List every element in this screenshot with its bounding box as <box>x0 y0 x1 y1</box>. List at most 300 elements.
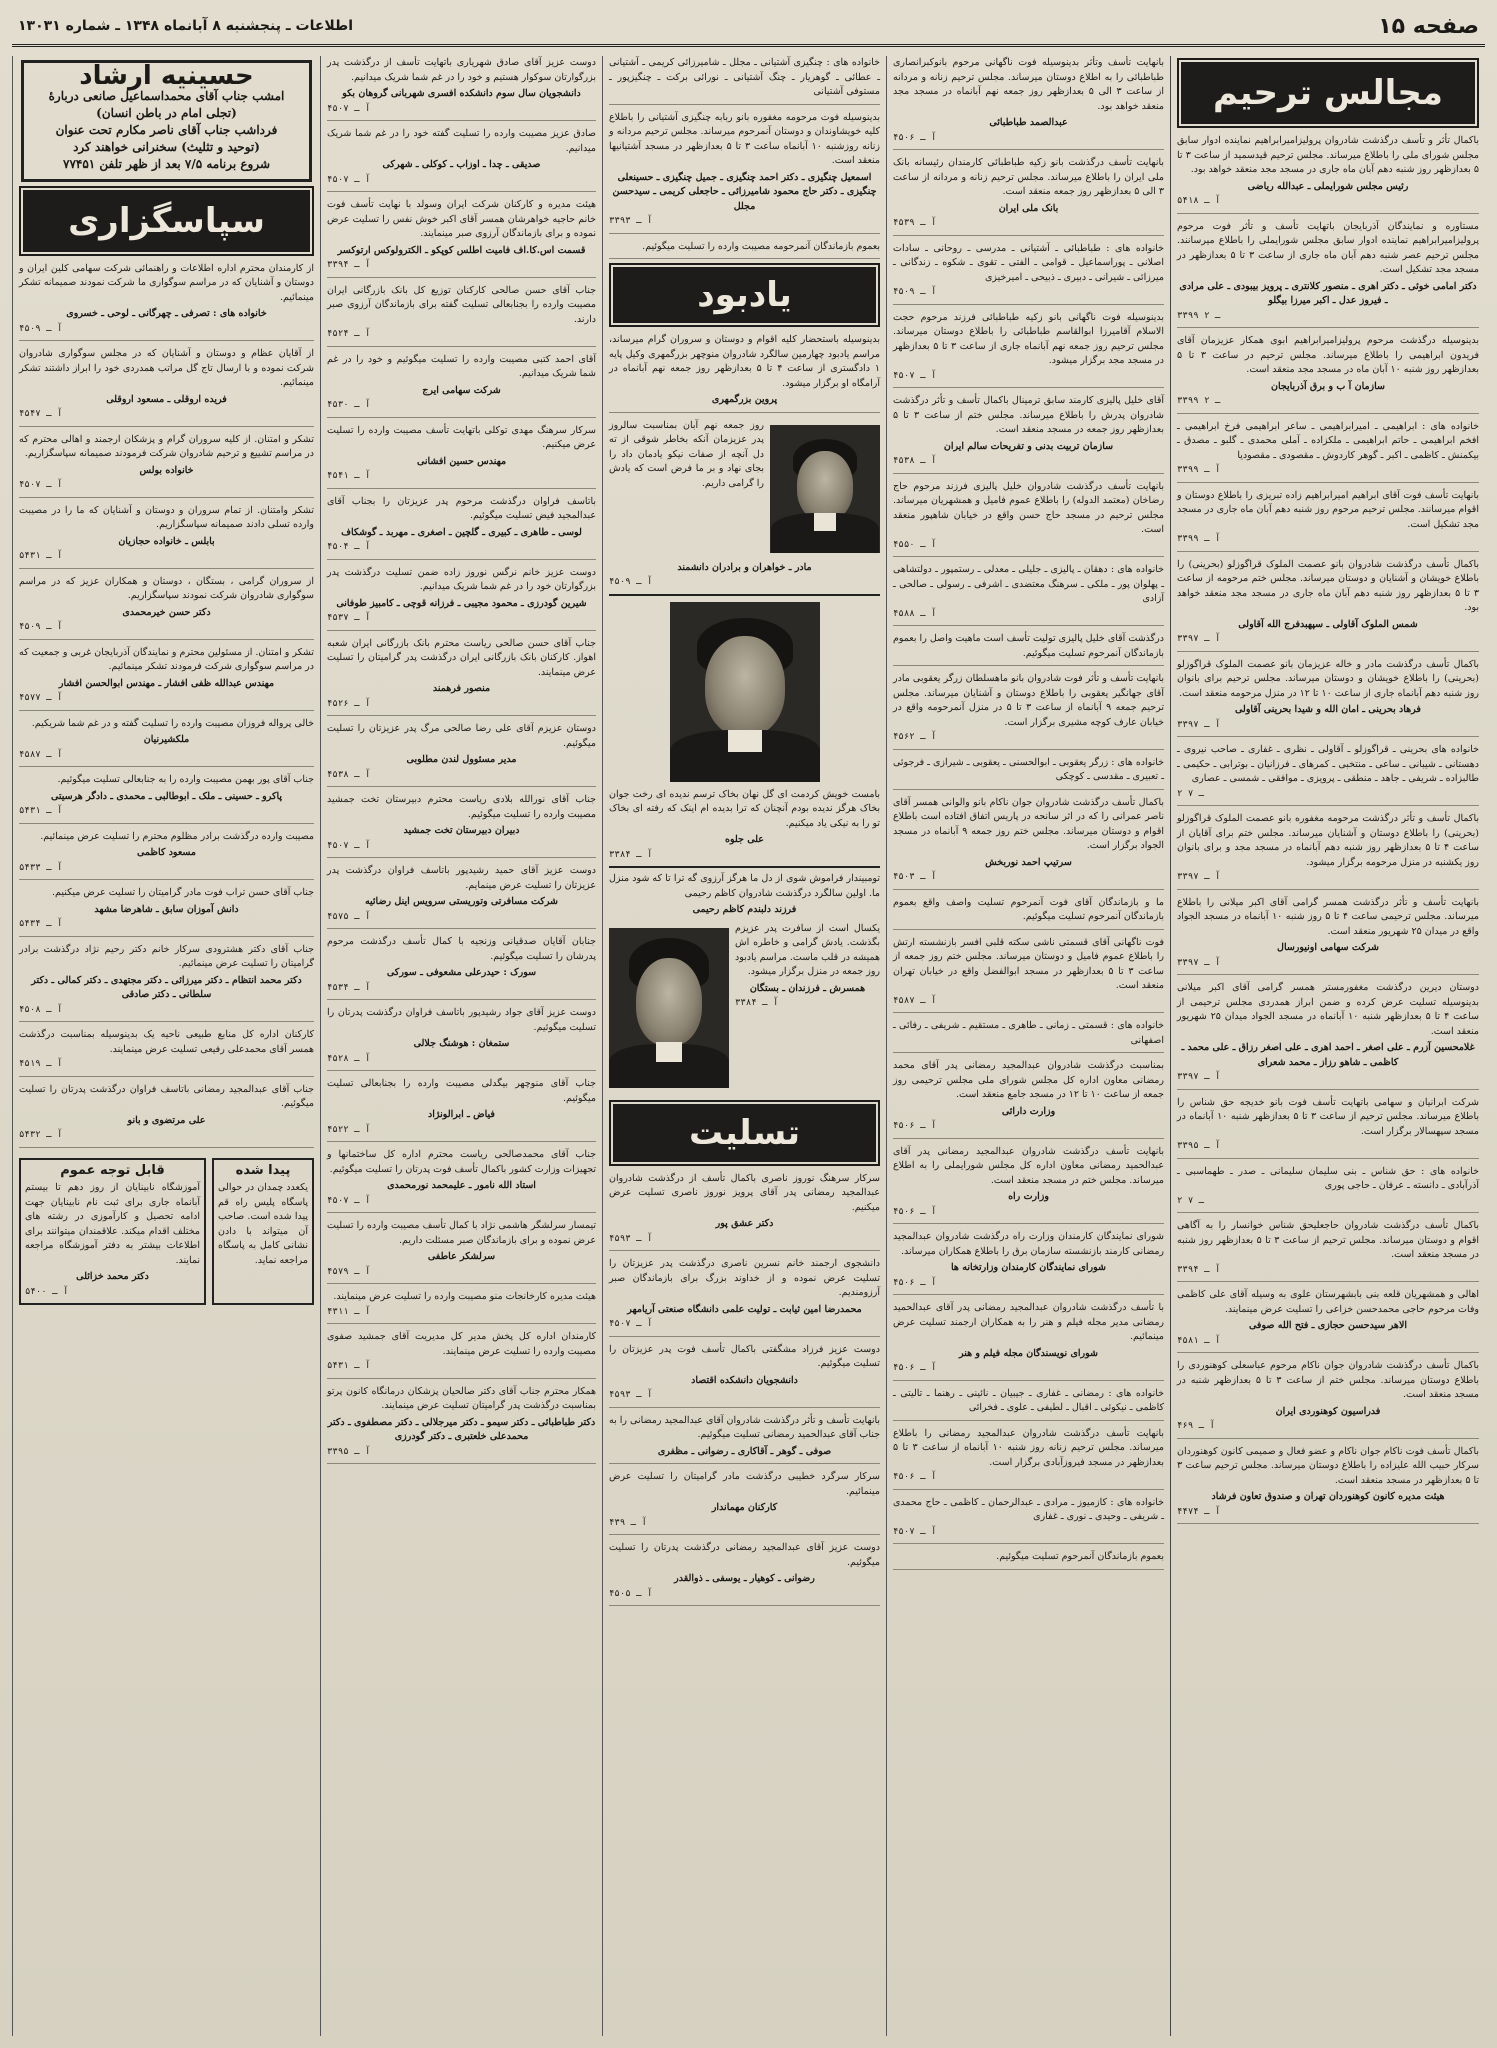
notice-text: باکمال تأسف درگذشت شادروان جوان ناکام مرحوم عباسعلی کوهنوردی را باطلاع دوستان میرساند. مجلس ختم از ساعت ۳ تا ۵ بعدازظهر شنبه در مسجد منعقد است. <box>1177 1360 1479 1400</box>
notice-item <box>1177 1445 1479 1525</box>
notice-text: سرکار سرهنگ نوروز ناصری باکمال تأسف از درگذشت شادروان عبدالمجید رمضانی پدر آقای پرویز نوروز ناصری تسلیت عرض میکنیم. <box>609 1172 880 1213</box>
notice-text: دوستان عزیزم آقای علی رضا صالحی مرگ پدر عزیزتان را تسلیت میگوئیم. <box>327 723 596 749</box>
notice-text: جناب آقای حسن تراب فوت مادر گرامیتان را تسلیت عرض میکنیم. <box>52 887 314 898</box>
notice-text: ما و بازماندگان آقای فوت آنمرحوم تسلیت واصف واقع بعموم بازماندگان آنمرحوم تسلیت میگوئیم. <box>893 896 1164 922</box>
notice-code: آ ـ ۵۴۳۱ <box>19 551 63 561</box>
issue-info: اطلاعات ـ پنجشنبه ۸ آبانماه ۱۳۴۸ ـ شماره ۱۳۰۳۱ <box>18 18 353 34</box>
notice-item <box>327 56 596 121</box>
notice-text: جنابان آقایان صدقیانی وزنجیه با کمال تأسف درگذشت مرحوم پدرشان را تسلیت میگوئیم. <box>327 936 596 962</box>
notice-text: بانهایت تأسف و تأثر درگذشت همسر گرامی آقای اکبر میلانی را باطلاع میرساند. مجلس ترحیمی ساعت ۴ تا ۵ روز شنبه ۱۰ آبانماه در مسجد الجواد واقع در میدان ۲۵ شهریور منعقد است. <box>1177 896 1480 937</box>
notice-code: آ ـ ۳۳۹۹ <box>1177 534 1221 544</box>
notice-item <box>893 1059 1164 1139</box>
notice-item <box>327 424 596 489</box>
notice-signature: دکتر طباطبائی ـ دکتر سیمو ـ دکتر میرجلالی ـ دکتر مصطفوی ـ دکتر محمدعلی خلعتبری ـ دکتر گودرزی <box>327 1416 596 1442</box>
notice-code: آ ـ ۴۳۱۱ <box>327 1306 371 1317</box>
notice-signature: بابلس ـ خانواده حجازیان <box>118 535 215 547</box>
notice-text: جناب آقای محمدصالحی ریاست محترم اداره کل ساختمانها و تجهیزات وزارت کشور باکمال تأسف فوت پدرتان را تسلیت میگوئیم. <box>327 1149 596 1175</box>
notice-item <box>609 1470 880 1535</box>
notice-text: تشکر و امتنان. از مسئولین محترم و نمایندگان آذربایجان غربی و جمعیت که در مراسم سوگواری شرکت فرمودند تشکر مینمائیم. <box>19 646 314 672</box>
notice-item <box>1177 134 1479 214</box>
notice-item <box>327 1219 596 1284</box>
notice-text: جناب آقای دکتر هشترودی سرکار خانم دکتر رحیم نژاد درگذشت برادر گرامیتان را تسلیت عرض مینمائیم. <box>19 943 314 969</box>
notice-signature: شرکت مسافرتی وتوریستی سرویس اینل رضائیه <box>364 896 559 907</box>
notice-text: بانهایت تأسف و تأثر درگذشت شادروان آقای عبدالمجید رمضانی را به جناب آقای عبدالحمید رمضانی تسلیت میگوئیم. <box>609 1414 880 1440</box>
notice-text: دوست عزیز آقای صادق شهریاری باتهایت تأسف از درگذشت پدر بزرگوارتان سوکوار هستیم و خود را در غم شما شریک میدانیم. <box>327 57 596 83</box>
notice-code: آ ـ ۴۵۰۹ <box>19 323 63 334</box>
notice-item <box>19 646 314 711</box>
notice-text: بعموم بازماندگان آنمرحومه مصیبت وارده را تسلیت میگوئیم. <box>642 240 880 252</box>
notice-text: جناب آقای پور بهمن مصیبت وارده را به جنابعالی تسلیت میگوئیم. <box>57 774 314 785</box>
notice-signature: لوسی ـ طاهری ـ کبیری ـ گلچین ـ اصغری ـ مهربد ـ گوشکاف <box>341 526 582 538</box>
notice-code: آ ـ ۴۵۶۲ <box>893 732 937 742</box>
notice-item <box>609 1541 880 1606</box>
notice-code: آ ـ ۴۵۸۱ <box>1177 1335 1221 1346</box>
notice-text: کارمندان اداره کل پخش مدیر کل مدیریت آقای جمشید صفوی مصیبت وارده را تسلیت عرض مینمایند. <box>327 1331 596 1357</box>
banner-thanks: سپاسگزاری <box>23 190 310 252</box>
notice-item <box>19 347 314 427</box>
notice-item <box>893 632 1164 666</box>
notice-item <box>893 936 1164 1014</box>
notice-text: تشکر و امتنان. از کلیه سروران گرام و پزشکان ارجمند و اهالی محترم که در مراسم تشییع و ترحیم شادروان شرکت فرمودند صمیمانه سپاسگزاریم. <box>19 433 314 459</box>
notice-code: آ ـ ۵۴۳۴ <box>19 919 63 929</box>
notice-item <box>327 1290 596 1324</box>
notice-signature: مهندس عبدالله ظفی افشار ـ مهندس ابوالحسن افشار <box>58 677 275 689</box>
notice-text: هیئت مدیره کارخانجات منو مصیبت وارده را تسلیت عرض مینمایند. <box>333 1291 596 1302</box>
notice-signature: کارکنان مهماندار <box>711 1502 778 1513</box>
notice-code: آ ـ ۴۵۰۷ <box>327 840 371 851</box>
notice-code: آ ـ ۴۵۷۹ <box>327 1266 371 1277</box>
notice-item <box>327 637 596 717</box>
notice-code: آ ـ ۴۵۰۷ <box>327 174 371 185</box>
notice-code: آ ـ ۴۵۰۴ <box>327 542 371 552</box>
notice-text: خانواده های : دهقان ـ پالیزی ـ جلیلی ـ معدلی ـ رستمپور ـ دولتشاهی ـ پهلوان پور ـ ملکی ـ سرهنگ معتضدی ـ اشرفی ـ رسولی ـ صالحی ـ آزادی <box>893 564 1164 604</box>
notice-code: آ ـ ۴۵۹۳ <box>609 1390 653 1400</box>
hosseiniye-ershad-box: حسینیه ارشاد امشب جناب آقای محمداسماعیل صانعی دربارۀ (تجلی امام در باطن انسان) فرداشب جناب آقای ناصر مکارم تحت عنوان (توحید و تثلیث) سخنرانی خواهند کرد شروع برنامه ۷/۵ بعد از ظهر تلفن ۷۷۴۵۱ <box>21 60 312 182</box>
notice-signature: علی مرتضوی و بانو <box>127 1114 206 1126</box>
notice-signature: دانشجویان دانشکده اقتصاد <box>691 1374 798 1386</box>
notice-text: خانواده های : زرگر یعقوبی ـ ابوالحسنی ـ یعقوبی ـ شیرازی ـ فرجوئی ـ تعبیری ـ مقدسی ـ کوچکی <box>893 756 1164 782</box>
notice-signature: مسعود کاظمی <box>137 847 196 858</box>
notice-text: دوست عزیز آقای عبدالمجید رمضانی درگذشت پدرتان را تسلیت میگوئیم. <box>609 1542 880 1568</box>
notice-text: باکمال تأسف درگذشت مادر و خاله عزیزمان بانو عصمت الملوک قراگوزلو (بحرینی) را باطلاع خویشان و دوستان میرساند. مجلس ترحیم برای بانوان روز شنبه دهم آبانماه جاری از ساعت ۱۰ تا ۱۲ در منزل مرحومه منعقد است. <box>1177 658 1479 699</box>
notice-signature: الاهر سیدحسن حجازی ـ فتح الله صوفی <box>1249 1320 1407 1331</box>
notice-item <box>1177 1359 1479 1439</box>
notice-item <box>19 717 314 768</box>
notice-text: بعموم بازماندگان آنمرحوم تسلیت میگوئیم. <box>996 1551 1164 1562</box>
notice-text: خانواده های بحرینی ـ قراگوزلو ـ آقاولی ـ نظری ـ غفاری ـ صاحب نیروی ـ دهستانی ـ شیبانی ـ ساعی ـ منتخبی ـ کمرهای ـ فرزانیان ـ بوترابی ـ حکیمی ـ طالبزاده ـ شریفی ـ جاهد ـ منطقی ـ پرویزی ـ موافقی ـ شمسی ـ عصاری <box>1177 744 1479 784</box>
notice-text: بانهایت تأسف درگذشت بانو زکیه طباطبائی کارمندان رئیسانه بانک ملی ایران را باطلاع میرساند. مجلس ترحیم زنانه و مردانه از ساعت ۳ الی ۵ بعدازظهر روز جمعه منعقد است. <box>893 157 1164 197</box>
notice-signature: عبدالصمد طباطبائی <box>989 117 1068 128</box>
notice-text: خانواده های : قسمتی ـ زمانی ـ طاهری ـ مستقیم ـ شریفی ـ رفائی ـ اصفهانی <box>893 1020 1164 1046</box>
notice-signature: خانواده های : تصرفی ـ چهرگانی ـ لوحی ـ خسروی <box>66 308 267 319</box>
notice-signature: استاد الله نامور ـ علیمحمد نورمحمدی <box>387 1180 536 1191</box>
notice-text: کارکنان اداره کل منابع طبیعی ناحیه یک بدینوسیله بمناسبت درگذشت همسر آقای محمدعلی رفیعی تسلیت عرض مینمایند. <box>19 1029 314 1055</box>
notice-code: ۳۳۹۹ ـ ۲ <box>1177 396 1221 406</box>
notice-code: آ ـ ۴۴۷۴ <box>1177 1506 1221 1517</box>
notice-text: خانواده های : حق شناس ـ بنی سلیمان سلیمانی ـ صدر ـ طهماسبی ـ آذرآبادی ـ دانسته ـ عرفان ـ حاجی پوری <box>1177 1165 1479 1191</box>
notice-item <box>19 262 314 342</box>
notice-item <box>893 394 1164 474</box>
notice-code: آ ـ ۴۵۰۶ <box>893 1277 937 1288</box>
notice-text: جناب آقای نورالله بلادی ریاست محترم دبیرستان تخت جمشید مصیبت وارده را تسلیت میگوئیم. <box>327 794 596 820</box>
notice-item <box>1177 812 1479 890</box>
notice-signature: سازمان تربیت بدنی و تفریحات سالم ایران <box>943 440 1114 452</box>
portrait-photo-1 <box>770 425 880 553</box>
notice-code: آ ـ ۴۵۸۷ <box>19 749 63 760</box>
notice-signature: خانواده بولس <box>139 464 194 476</box>
notice-signature: سرلشکر عاطفی <box>427 1251 496 1262</box>
notice-text: دوست عزیز خانم نرگس نوروز زاده ضمن تسلیت درگذشت پدر بزرگوارتان خود را در غم شما شریک میدانیم. <box>327 566 596 592</box>
notice-item <box>1177 896 1479 976</box>
found-notice: پیدا شده یکعدد چمدان در حوالی پاسگاه پلیس راه قم پیدا شده است. صاحب آن میتواند با دادن نشانی کامل به پاسگاه مراجعه نماید. <box>212 1158 314 1306</box>
notice-code: آ ـ ۴۵۰۷ <box>327 103 371 114</box>
notice-text: باکمال تأسف درگذشت شادروان جوان ناکام بانو والوانی همسر آقای ناصر عمرانی را که در اثر سانحه در پاریس اتفاق افتاده است باطلاع اقوام و دوستان میرساند. مجلس ختم روز جمعه ۹ آبانماه در مسجد الجواد برگزار است. <box>893 796 1164 851</box>
notice-code: آ ـ ۳۳۹۴ <box>327 260 371 270</box>
notice-text: تیمسار سرلشگر هاشمی نژاد با کمال تأسف مصیبت وارده را تسلیت عرض نموده و برای بازماندگان صبر مسئلت داریم. <box>327 1220 596 1246</box>
notice-item <box>893 1387 1164 1421</box>
notice-text: بانهایت تأسف و تأثر فوت شادروان بانو ماهسلطان زرگر یعقوبی مادر آقای جهانگیر یعقوبی را باطلاع دوستان و آشنایان میرساند. مجلس ترحیم جمعه ۹ آبانماه از ساعت ۳ تا ۵ در منزل آنمرحومه واقع در خیابان عارف کوچه مشیری برگزار است. <box>893 673 1164 728</box>
notice-item <box>19 773 314 824</box>
notice-item <box>19 575 314 640</box>
notice-text: دوست عزیز فرزاد مشگفتی باکمال تأسف فوت پدر عزیزتان را تسلیت میگوئیم. <box>609 1343 880 1369</box>
notice-signature: پاکرو ـ حسینی ـ ملک ـ ابوطالبی ـ محمدی ـ دادگر هرسیتی <box>50 790 283 802</box>
notice-text: خالی پرواله فروزان مصیبت وارده را تسلیت گفته و در غم شما شریکیم. <box>31 717 314 729</box>
notice-text: دانشجوی ارجمند خانم نسرین ناصری درگذشت پدر عزیزتان را تسلیت عرض نموده و از خداوند بزرگ برای بازماندگان صبر آرزومندیم. <box>609 1258 880 1298</box>
notice-text: سرکار سرگرد خطیبی درگذشت مادر گرامیتان را تسلیت عرض مینمائیم. <box>609 1471 880 1497</box>
notice-text: جناب آقای حسن صالحی ریاست محترم بانک بازرگانی ایران شعبه اهواز. کارکنان بانک بازرگانی ایران درگذشت پدر گرامیتان را تسلیت عرض مینمایند. <box>327 637 596 678</box>
notice-text: دوست عزیز آقای حمید رشیدپور باتاسف فراوان درگذشت پدر عزیزتان را تسلیت عرض مینمایم. <box>327 865 596 891</box>
notice-signature: مهندس حسین افشانی <box>416 455 507 467</box>
notice-item <box>1177 489 1479 552</box>
notice-code: آ ـ ۴۵۴۷ <box>19 409 63 419</box>
notice-signature: دکتر عشق پور <box>715 1218 774 1229</box>
notice-signature: دکتر امامی خوئی ـ دکتر اهری ـ منصور کلانتری ـ پرویز بیبودی ـ علی مرادی ـ فیروز عدل ـ اکبر میرزا بیگلو <box>1179 280 1477 306</box>
notice-text: فوت ناگهانی آقای قسمتی ناشی سکته قلبی افسر بازنشسته ارتش را باطلاع عموم فامیل و دوستان میرساند. مجلس ختم روز جمعه از ساعت ۳ تا ۵ بعدازظهر در مسجد ابوالفضل واقع در خیابان تهران منعقد است. <box>893 936 1165 991</box>
notice-code: آ ـ ۴۵۰۳ <box>893 872 937 882</box>
notice-item <box>1177 334 1479 414</box>
notice-code: آ ـ ۴۵۱۹ <box>19 1059 63 1069</box>
notice-code: آ ـ ۵۴۳۳ <box>19 862 63 873</box>
notice-signature: رئیس مجلس شورایملی ـ عبدالله ریاضی <box>1247 180 1409 192</box>
banner-condolence: تسلیت <box>613 1104 876 1162</box>
notice-item <box>609 240 880 260</box>
notice-code: آ ـ ۵۴۳۱ <box>19 806 63 816</box>
notice-item <box>19 1083 314 1148</box>
portrait-photo-2 <box>670 602 820 782</box>
banner-memorial: یادبود <box>613 267 876 323</box>
notice-item <box>327 1330 596 1379</box>
notice-item <box>327 1006 596 1071</box>
notice-code: آ ـ ۴۵۰۸ <box>19 1004 63 1015</box>
notice-item <box>1177 1288 1479 1353</box>
notice-text: با تأسف درگذشت شادروان عبدالمجید رمضانی پدر آقای عبدالحمید رمضانی مدیر مجله فیلم و هنر را به همکاران ارجمند تسلیت عرض مینمائیم. <box>893 1302 1164 1342</box>
notice-item <box>327 353 596 418</box>
notice-text: خانواده های : طباطبائی ـ آشتیانی ـ مدرسی ـ روحانی ـ سادات اصلانی ـ پوراسماعیل ـ قوامی ـ الفتی ـ تقوی ـ شکوه ـ زندگانی ـ میرزائی ـ شیرانی ـ دبیری ـ ذبیحی ـ امیرخیزی <box>893 242 1164 283</box>
notice-signature: صدیقی ـ چدا ـ اوزاب ـ کوکلی ـ شهرکی <box>382 159 541 170</box>
memorial-notice: بدینوسیله باستحضار کلیه اقوام و دوستان و سروران گرام میرساند، مراسم یادبود چهارمین سالگرد شادروان منوچهر بزرگمهری وکیل پایه ۱ دادگستری از ساعت ۴ تا ۵ بعدازظهر روز جمعه نهم آبانماه در آرامگاه او برگزار میشود. پروین بزرگمهری <box>609 333 880 413</box>
notice-text: خانواده های : ابراهیمی ـ امیرابراهیمی ـ ساعر ابراهیمی فرخ ابراهیمی ـ افخم ابراهیمی ـ حاتم ابراهیمی ـ ملکزاده ـ آملی محمدی ـ گلبو ـ مصدق ـ بیکمنش ـ کاظمی ـ اکبر ـ گوهر کاردوش ـ مقصودی ـ مقصودیا <box>1177 420 1479 461</box>
notice-text: مستاوره و نمایندگان آذربایجان باتهایت تأسف و تأثر فوت مرحوم پرولیزامیرابراهیم نماینده ادوار سابق مجلس شورایملی را باطلاع میرسانند. مجلس ترحیم عصر شنبه دهم آبان ماه جاری از ساعت ۳ تا ۵ بعدازظهر در مسجد مجد تشکیل است. <box>1177 220 1480 275</box>
notice-code: آ ـ ۴۵۳۹ <box>893 218 937 228</box>
notice-text: آقای احمد کتبی مصیبت وارده را تسلیت میگوئیم و خود را در غم شما شریک میدانیم. <box>327 353 596 379</box>
notice-text: بانهایت تأسف درگذشت شادروان خلیل پالیزی فرزند مرحوم حاج رضاخان (معتمد الدوله) را باطلاع عموم فامیل و همشهریان میرساند. مجلس ترحیم در مسجد حاج حسن واقع در خیابان شاهپور منعقد است. <box>893 480 1164 535</box>
notice-code: آ ـ ۳۳۹۷ <box>1177 957 1221 968</box>
notice-code: آ ـ ۴۵۰۷ <box>327 1195 371 1206</box>
notice-item <box>893 311 1164 389</box>
notice-item <box>893 480 1164 558</box>
notice-signature: ملکشیرنیان <box>143 734 190 745</box>
notice-signature: شرکت سهامی اونیورسال <box>1277 942 1379 953</box>
notice-text: دوستان دیرین درگذشت مغفورمستر همسر گرامی آقای اکبر میلانی بدینوسیله تسلیت عرض کرده و ضمن ابراز همدردی مجلس ترحیمی از ساعت ۴ تا ۵ بعدازظهر شنبه ۱۰ آبانماه در مسجد الجواد میدان ۲۵ شهریور منعقد است. <box>1177 982 1480 1037</box>
notice-item <box>893 756 1164 790</box>
notice-code: آ ـ ۴۵۹۳ <box>609 1233 653 1244</box>
notice-item <box>19 433 314 498</box>
notice-item <box>327 566 596 631</box>
notice-text: تشکر وامتنان. از تمام سروران و دوستان و آشنایان که ما را در مصیبت وارده تسلی دادند صمیمانه سپاسگزاریم. <box>19 504 314 530</box>
notice-text: بانهایت تأسف درگذشت شادروان عبدالمجید رمضانی پدر آقای عبدالحمید رمضانی معاون اداره کل مجلس شورایملی را به اطلاع میرساند. مجلس ختم در مسجد منعقد است. <box>893 1145 1164 1186</box>
notice-code: آ ـ ۳۳۹۷ <box>1177 872 1221 882</box>
notice-signature: سرتیپ احمد نوربخش <box>985 856 1072 868</box>
notice-signature: رضوانی ـ کوهیار ـ یوسفی ـ ذوالقدر <box>674 1573 815 1584</box>
notice-text: باتاسف فراوان درگذشت مرحوم پدر عزیزتان را بجناب آقای عبدالمجید فیض تسلیت میگوئیم. <box>327 495 596 521</box>
notice-code: آ ـ ۴۵۳۴ <box>327 982 371 993</box>
notice-code: آ ـ ۴۵۰۶ <box>893 1121 937 1131</box>
notice-item <box>893 242 1164 305</box>
notice-code: آ ـ ۴۳۹ <box>609 1517 647 1528</box>
notice-code: آ ـ ۴۵۰۷ <box>893 370 937 381</box>
notice-code: آ ـ ۳۳۹۳ <box>609 216 653 226</box>
notice-signature: سازمان آ ب و برق آذربایجان <box>1270 380 1385 392</box>
notice-code: آ ـ ۴۵۸۸ <box>893 608 937 619</box>
notice-code: آ ـ ۴۵۸۷ <box>893 995 937 1006</box>
notice-signature: وزارت راه <box>1008 1191 1049 1202</box>
notice-item <box>893 796 1164 890</box>
notice-text: آقای خلیل پالیزی کارمند سابق ترمینال باکمال تأسف و تأثر درگذشت شادروان پدرش را باطلاع میرساند. مجلس ختم از ساعت ۳ تا ۵ بعدازظهر روز جمعه در مسجد منعقد است. <box>893 395 1164 435</box>
notice-item <box>19 886 314 937</box>
notice-signature: شیرین گودرزی ـ محمود مجیبی ـ فرزانه قوچی ـ کامبیز طوفانی <box>336 597 587 609</box>
notice-code: آ ـ ۳۳۹۵ <box>327 1446 371 1457</box>
notice-code: آ ـ ۴۵۲۲ <box>327 1124 371 1135</box>
notice-text: سرکار سرهنگ مهدی توکلی باتهایت تأسف مصیبت وارده را تسلیت عرض میکنیم. <box>327 424 596 450</box>
masthead <box>12 8 1485 47</box>
notice-code: آ ـ ۵۴۳۲ <box>19 1130 63 1140</box>
notice-text: باکمال تأسف و تأثر درگذشت مرحومه مغفوره بانو عصمت الملوک قراگوزلو (بحرینی) را باطلاع دوستان و آشنایان میرساند. مجلس ختم برای آقایان از ساعت ۴ تا ۵ بعدازظهر روز شنبه دهم آبانماه در مسجد مجد و برای بانوان روز یکشنبه در منزل مرحومه برگزار میشود. <box>1177 813 1479 868</box>
notice-signature: وزارت دارائی <box>1001 1105 1056 1117</box>
notice-item <box>327 793 596 858</box>
notice-text: بانهایت تأسف وتأثر بدینوسیله فوت ناگهانی مرحوم بانوکبرانصاری طباطبائی را به اطلاع دوستان میرساند. مجلس ترحیم زنانه و مردانه از ساعت ۳ الی ۵ بعدازظهر روز جمعه نهم آبانماه در مسجد مجد منعقد خواهد بود. <box>893 57 1164 112</box>
column-memorial: خانواده های : چنگیزی آشتیانی ـ مجلل ـ شامیرزائی کریمی ـ آشتیانی ـ عطائی ـ گوهریار ـ چنگ آشتیانی ـ نورائی برکت ـ چنگیزپور ـ مستوفی آشتیانی بدینوسیله فوت مرحومه مغفوره بانو ربابه چنگیزی آشتیانی را باطلاع کلیه خویشاوندان و دوستان آنمرحوم میرساند. مجلس ترحیم مردانه و زنانه روزشنبه ۱۰ آبانماه ساعت ۳ تا ۵ بعدازظهر در مسجد آشتیانیها منعقد است. اسمعیل چنگیزی ـ دکتر احمد چنگیزی ـ جمیل چنگیزی ـ حسینعلی چنگیزی ـ دکتر حاج محمود شامیرزائی ـ حاجعلی کریمی ـ سیدحسن مجلل آ ـ ۳۳۹۳ بعموم بازماندگان آنمرحومه مصیبت وارده را تسلیت میگوئیم. یادبود بدینوسیله باستحضار کلیه اقوام و دوستان و سروران گرام میرساند، مراسم یادبود چهارمین سالگرد شادروان منوچهر بزرگمهری وکیل پایه ۱ دادگستری از ساعت ۴ تا ۵ بعدازظهر روز جمعه نهم آبانماه در آرامگاه او برگزار میشود. پروین بزرگمهری روز جمعه نهم آبان بمناسبت سالروز پدر عزیزمان آنکه بخاطر شوقی از ته دل آنچه از صفات نیکو یادمان داد را بجای نهاد و بر ما فرض است که یادش را گرامی داریم. مادر ـ خواهران و برادران دانشمند آ ـ ۴۵۰۹ بامست خویش کردمت ای گل نهان بخاک ترسم ندیده ای رخت جوان بخاک هرگز ندیده بودم آنچنان که ترا بدیده ام اینک که رفته ای بخاک تو را به نیکی یاد میکنیم. علی جلوه آ ـ ۳۳۸۴ تومبیندار فراموش شوی از دل ما هرگز آرزوی گه ترا تا که شود منزل ما. اولین سالگرد درگذشت شادروان کاظم رحیمی فرزند دلبندم کاظم رحیمی یکسال است از سافرت پدر عزیزم بگذشت. یادش گرامی و خاطره اش همیشه در قلب ماست. مراسم یادبود روز جمعه در منزل برگزار میشود. همسرش ـ فرزندان ـ بستگان آ ـ ۳۳۸۴ تسلیت سرکار سرهنگ نوروز ناصری باکمال تأسف از درگذشت شادروان عبدالمجید رمضانی پدر آقای پرویز نوروز ناصری تسلیت عرض میکنیم. دکتر عشق پور آ ـ ۴۵۹۳ دانشجوی ارجمند خانم نسرین ناصری درگذشت پدر عزیزتان را تسلیت عرض نموده و از خداوند بزرگ برای بازماندگان صبر آرزومندیم. محمدرضا امین ثیابت ـ تولیت علمی دانشگاه صنعتی آریامهر آ ـ ۴۵۰۷ دوست عزیز فرزاد مشگفتی باکمال تأسف فوت پدر عزیزتان را تسلیت میگوئیم. دانشجویان دانشکده اقتصاد آ ـ ۴۵۹۳ بانهایت تأسف و تأثر درگذشت شادروان آقای عبدالمجید رمضانی را به جناب آقای عبدالحمید رمضانی تسلیت میگوئیم. صوفی ـ گوهر ـ آقاکاری ـ رضوانی ـ مظفری سرکار سرگرد خطیبی درگذشت مادر گرامیتان را تسلیت عرض مینمائیم. کارکنان مهماندار آ ـ ۴۳۹ دوست عزیز آقای عبدالمجید رمضانی درگذشت پدرتان را تسلیت میگوئیم. رضوانی ـ کوهیار ـ یوسفی ـ ذوالقدر آ ـ ۴۵۰۵ <box>602 56 886 2036</box>
notice-text: جناب آقای منوچهر بیگدلی مصیبت وارده را بجنابعالی تسلیت میگوئیم. <box>327 1078 596 1104</box>
notice-code: آ ـ ۴۵۰۶ <box>893 132 937 143</box>
column-thanks <box>12 56 320 2036</box>
notice-signature: فریده اروقلی ـ مسعود اروقلی <box>106 393 227 405</box>
notice-signature: دکتر حسن خیرمحمدی <box>122 606 211 618</box>
notice-text: درگذشت آقای خلیل پالیزی تولیت تأسف است ماهیت واصل را بعموم بازماندگان آنمرحوم تسلیت میگوئیم. <box>893 633 1164 659</box>
notice-item <box>893 1427 1164 1490</box>
banner-mourning: مجالس ترحیم <box>1181 62 1475 124</box>
notice-signature: اسمعیل چنگیزی ـ دکتر احمد چنگیزی ـ جمیل چنگیزی ـ حسینعلی چنگیزی ـ دکتر حاج محمود شامیرزائی ـ حاجعلی کریمی ـ سیدحسن مجلل <box>612 171 877 212</box>
notice-text: جناب آقای عبدالمجید رمضانی باتاسف فراوان درگذشت پدرتان را تسلیت میگوئیم. <box>19 1083 314 1109</box>
notice-item <box>609 111 880 234</box>
notice-item <box>1177 220 1479 329</box>
notice-item <box>327 1148 596 1213</box>
notice-item <box>1177 1219 1479 1282</box>
notice-code: آ ـ ۴۵۲۸ <box>327 1053 371 1064</box>
notice-item <box>327 722 596 787</box>
notice-code: آ ـ ۴۵۰۹ <box>893 287 937 297</box>
notice-code: آ ـ ۳۳۹۷ <box>1177 1072 1221 1082</box>
notice-code: آ ـ ۳۳۹۵ <box>1177 1141 1221 1151</box>
notice-text: بانهایت تأسف فوت آقای ابراهیم امیرابراهیم زاده تبریزی را باطلاع دوستان و اقوام میرسانند. مجلس ترحیم مرحوم روز شنبه دهم آبان ماه جاری در مسجد مجد تشکیل است. <box>1177 489 1479 530</box>
notice-text: شرکت ابرانیان و سهامی باتهایت تأسف فوت بانو خدیجه حق شناس را باطلاع میرساند. مجلس ترحیم از ساعت ۳ تا ۵ بعدازظهر شنبه ۱۰ آبانماه در مسجد سپهسالار برگزار است. <box>1177 1096 1479 1137</box>
notice-text: مصیبت وارده درگذشت برادر مظلوم محترم را تسلیت عرض مینمائیم. <box>40 830 314 842</box>
notice-signature: قسمت اس.کا.اف فامیت اطلس کوپکو ـ الکترولوکس ارتوکسر <box>337 244 586 256</box>
notice-item <box>893 1496 1164 1545</box>
public-notice: قابل توجه عموم آموزشگاه نابینایان از روز دهم تا بیستم آبانماه جاری برای ثبت نام نابینایان جهت ادامه تحصیل و کارآموزی در رشته های مختلف اقدام میکند. علاقمندان میتوانند برای اطلاعات بیشتر به دفتر آموزشگاه مراجعه نمایند. دکتر محمد خزائلی آ ـ ۵۴۰۰ <box>19 1158 206 1306</box>
notice-text: باکمال تأسف درگذشت شادروان حاجعلیحق شناس خوانسار را به آگاهی اقوام و دوستان میرساند. مجلس ترحیم از ساعت ۳ تا ۵ بعدازظهر روز شنبه در مسجد منعقد است. <box>1177 1220 1479 1260</box>
notice-code: آ ـ ۴۵۰۷ <box>893 1526 937 1537</box>
notice-signature: بانک ملی ایران <box>998 202 1059 214</box>
notice-signature: فرهاد بحرینی ـ امان الله و شیدا بحرینی آقاولی <box>1235 704 1421 715</box>
notice-item <box>893 896 1164 930</box>
notice-signature: دکتر محمد انتظام ـ دکتر میرزائی ـ دکتر مجتهدی ـ دکتر کمالی ـ دکتر سلطانی ـ دکتر صادقی <box>31 974 302 1000</box>
notice-item <box>609 1414 880 1465</box>
notice-signature: صوفی ـ گوهر ـ آقاکاری ـ رضوانی ـ مظفری <box>657 1445 832 1457</box>
notice-item <box>1177 1165 1479 1214</box>
notice-code: آ ـ ۵۴۳۱ <box>327 1361 371 1371</box>
notice-text: بمناسبت درگذشت شادروان عبدالمجید رمضانی پدر آقای محمد رمضانی معاون اداره کل مجلس شورای ملی مجلس ترحیمی روز جمعه از ساعت ۱۰ تا ۱۲ در مسجد جامع منعقد است. <box>893 1060 1164 1100</box>
notice-text: بدینوسیله فوت مرحومه مغفوره بانو ربابه چنگیزی آشتیانی را باطلاع کلیه خویشاوندان و دوستان آنمرحوم میرساند. مجلس ترحیم مردانه و زنانه روزشنبه ۱۰ آبانماه ساعت ۳ تا ۵ بعدازظهر در مسجد آشتیانیها منعقد است. <box>609 111 881 166</box>
notice-item <box>609 1343 880 1408</box>
notice-item <box>1177 420 1479 483</box>
notice-code: آ ـ ۴۵۴۱ <box>327 471 371 481</box>
notice-text: از کارمندان محترم اداره اطلاعات و راهنمائی شرکت سهامی کلین ایران و دوستان و آشنایان که در مراسم سوگواری ما شرکت نمودند صمیمانه تشکر مینمائیم. <box>19 262 314 303</box>
notice-text: صادق عزیز مصیبت وارده را تسلیت گفته خود را در غم شما شریک میدانیم. <box>327 128 596 154</box>
notice-signature: غلامحسین آزرم ـ علی اصغر ـ احمد اهری ـ علی اصغر رزاق ـ علی محمد ـ کاظمی ـ شاهو رزاز ـ محمد شعرای <box>1181 1042 1475 1068</box>
portrait-photo-3 <box>609 928 729 1088</box>
notice-code: آ ـ ۳۳۹۷ <box>1177 634 1221 644</box>
notice-item <box>893 56 1164 150</box>
notice-signature: محمدرضا امین ثیابت ـ تولیت علمی دانشگاه صنعتی آریامهر <box>627 1303 862 1315</box>
notice-item <box>893 563 1164 626</box>
notice-signature: فدراسیون کوهنوردی ایران <box>1275 1405 1381 1417</box>
notice-item <box>609 56 880 105</box>
notice-signature: شورای نویسندگان مجله فیلم و هنر <box>958 1347 1099 1359</box>
notice-item <box>1177 1096 1479 1159</box>
notice-code: آ ـ ۴۵۰۶ <box>893 1472 937 1482</box>
notice-code: آ ـ ۴۵۰۶ <box>893 1206 937 1217</box>
notice-code: ۲ ـ ۷ <box>1177 788 1205 799</box>
notice-signature: سورک : حیدرعلی مشعوفی ـ سورکی <box>386 967 537 978</box>
notice-code: آ ـ ۴۵۰۹ <box>19 622 63 632</box>
notice-code: آ ـ ۴۵۰۷ <box>19 480 63 490</box>
notice-text: اهالی و همشهریان قلعه بنی بابشهرستان علوی به وسیله آقای علی کاظمی وفات مرحوم حاجی محمدحسن خزاعی را تسلیت عرض مینمایند. <box>1177 1289 1479 1315</box>
notice-code: آ ـ ۳۳۹۷ <box>1177 719 1221 730</box>
notice-code: آ ـ ۴۵۵۰ <box>893 539 937 550</box>
notice-text: شورای نمایندگان کارمندان وزارت راه درگذشت شادروان عبدالمجید رمضانی کارمند بازنشسته سازمان برق را باطلاع همکاران میرساند. <box>893 1231 1164 1257</box>
notice-code: آ ـ ۵۴۱۸ <box>1177 196 1221 206</box>
notice-signature: مدیر مسئوول لندن مطلوبی <box>406 754 517 765</box>
notice-code: آ ـ ۴۶۹ <box>1177 1421 1215 1431</box>
column-mourning <box>1170 56 1485 2036</box>
notice-signature: هیئت مدیره کانون کوهنوردان تهران و صندوق تعاون فرشاد <box>1211 1491 1445 1502</box>
notice-signature: منصور فرهمند <box>432 683 491 694</box>
notice-signature: دانش آموزان سابق ـ شاهرضا مشهد <box>94 903 239 915</box>
notice-signature: فیاض ـ ابرالونژاد <box>428 1109 495 1120</box>
notice-item <box>327 495 596 560</box>
notice-text: بانهایت تأسف درگذشت شادروان عبدالمجید رمضانی را باطلاع میرساند. مجلس ترحیم زنانه روز شنبه ۱۰ آبانماه از ساعت ۳ تا ۵ بعدازظهر در مسجد فیروزآبادی برگزار است. <box>893 1427 1164 1468</box>
notice-item <box>327 198 596 278</box>
notice-code: آ ـ ۴۵۰۵ <box>609 1588 653 1599</box>
notice-code: آ ـ ۴۵۷۷ <box>19 693 63 703</box>
notice-item <box>327 1077 596 1142</box>
notice-text: همکار محترم جناب آقای دکتر صالحیان پزشکان درمانگاه کانون پرتو بمناسبت درگذشت پدر گرامیتان تسلیت عرض مینمایند. <box>327 1385 596 1411</box>
notice-text: دوست عزیز آقای جواد رشیدپور باتاسف فراوان درگذشت پدرتان را تسلیت میگوئیم. <box>327 1007 596 1033</box>
notice-item <box>327 284 596 347</box>
notice-item <box>19 504 314 569</box>
notice-item <box>893 156 1164 236</box>
notice-item <box>1177 558 1479 652</box>
notice-code: آ ـ ۴۵۳۸ <box>327 769 371 780</box>
notice-signature: شمس الملوک آقاولی ـ سپهبدفرج الله آقاولی <box>1238 618 1418 630</box>
notice-signature: شورای نمایندگان کارمندان وزارتخانه ها <box>951 1262 1106 1273</box>
notice-text: از سروران گرامی ، بستگان ، دوستان و همکاران عزیز که در مراسم سوگواری شادروان شرکت نمودند سپاسگزاریم. <box>19 575 314 601</box>
notice-item <box>893 1550 1164 1570</box>
notice-code: آ ـ ۴۵۷۵ <box>327 911 371 922</box>
notice-text: خانواده های : چنگیزی آشتیانی ـ مجلل ـ شامیرزائی کریمی ـ آشتیانی ـ عطائی ـ گوهریار ـ چنگ آشتیانی ـ نورائی برکت ـ چنگیزپور ـ مستوفی آشتیانی <box>609 57 880 97</box>
notice-item <box>327 127 596 192</box>
notice-text: خانواده های : رمضانی ـ غفاری ـ جیبیان ـ نائینی ـ رهنما ـ تالیتی ـ کاظمی ـ نیکوئی ـ اقبال ـ لطیفی ـ علوی ـ فخرائی <box>893 1387 1164 1413</box>
notice-code: آ ـ ۴۵۲۴ <box>327 329 371 339</box>
notice-code: آ ـ ۴۵۲۶ <box>327 698 371 709</box>
notice-text: خانواده های : کازمیوز ـ مرادی ـ عبدالرحمان ـ کاظمی ـ حاج محمدی ـ شریفی ـ وحیدی ـ نوری ـ غفاری <box>893 1496 1164 1522</box>
notice-item <box>19 830 314 881</box>
notice-text: بدینوسیله فوت ناگهانی بانو زکیه طباطبائی فرزند مرحوم حجت الاسلام آقامیرزا ابوالقاسم طباطبائی را باطلاع دوستان میرساند. مجلس ترحیم روز جمعه نهم آبانماه جاری از ساعت ۳ تا ۵ بعدازظهر در مسجد مجد برگزار میشود. <box>893 311 1164 366</box>
notice-item <box>1177 743 1479 806</box>
notice-code: آ ـ ۴۵۰۶ <box>893 1363 937 1373</box>
notice-code: ۲ ـ ۷ <box>1177 1195 1205 1206</box>
notice-code: ۳۳۹۹ ـ ۲ <box>1177 310 1221 321</box>
notice-code: آ ـ ۳۳۹۴ <box>1177 1264 1221 1275</box>
notice-code: آ ـ ۴۵۳۰ <box>327 400 371 410</box>
notice-code: آ ـ ۳۳۹۹ <box>1177 465 1221 475</box>
page-number: صفحه ۱۵ <box>1378 13 1479 39</box>
notice-item <box>609 1172 880 1252</box>
notice-item <box>893 1019 1164 1053</box>
notice-item <box>609 1257 880 1337</box>
notice-text: هیئت مدیره و کارکنان شرکت ایران وسولد با نهایت تأسف فوت خانم حاجیه خواهرشان همسر آقای اکبر خوش نفس را تسلیت عرض نموده و برای بازماندگان آرزوی صبر مینمایند. <box>327 199 596 239</box>
column-notices-4 <box>320 56 602 2036</box>
notice-text: باکمال تأثر و تأسف درگذشت شادروان پرولیزامیرابراهیم نماینده ادوار سابق مجلس شورای ملی را باطلاع میرساند. مجلس ترحیم قیدسمید از ساعت ۳ تا ۵ بعدازظهر روز شنبه دهم آبان ماه جاری در مسجد مجد منعقد خواهد بود. <box>1177 135 1479 175</box>
notice-item <box>1177 981 1479 1090</box>
notice-text: از آقایان عظام و دوستان و آشنایان که در مجلس سوگواری شادروان شرکت نموده و با ارسال تاج گل مراتب همدردی خود را ابراز داشتند تشکر مینمائیم. <box>19 348 314 388</box>
notice-text: باکمال تأسف درگذشت شادروان بانو عصمت الملوک قراگوزلو (بحرینی) را باطلاع خویشان و آشنایان و دوستان میرساند. مجلس ختم مرحومه از ساعت ۳ تا ۵ بعدازظهر روز شنبه دهم آبان ماه جاری در مسجد مجد منعقد خواهد بود. <box>1177 558 1479 613</box>
column-notices-2 <box>886 56 1170 2036</box>
notice-item <box>19 943 314 1023</box>
notice-item <box>327 864 596 929</box>
box-title: حسینیه ارشاد <box>79 61 254 91</box>
notice-code: آ ـ ۴۵۳۷ <box>327 613 371 623</box>
notice-item <box>893 1145 1164 1225</box>
notice-code: آ ـ ۴۵۰۷ <box>609 1319 653 1329</box>
notice-signature: دانشجویان سال سوم دانشکده افسری شهربانی گروهان بکو <box>342 88 581 99</box>
notice-item <box>327 935 596 1000</box>
notice-item <box>893 1230 1164 1295</box>
notice-text: جناب آقای حسن صالحی کارکنان توزیع کل بانک بازرگانی ایران مصیبت وارده را بجنابعالی تسلیت گفته برای بازماندگان آرزوی صبر دارند. <box>327 284 596 325</box>
notice-signature: ستمغان : هوشنگ جلالی <box>413 1038 510 1049</box>
notice-signature: شرکت سهامی ایرج <box>422 384 501 396</box>
notice-item <box>893 672 1164 750</box>
